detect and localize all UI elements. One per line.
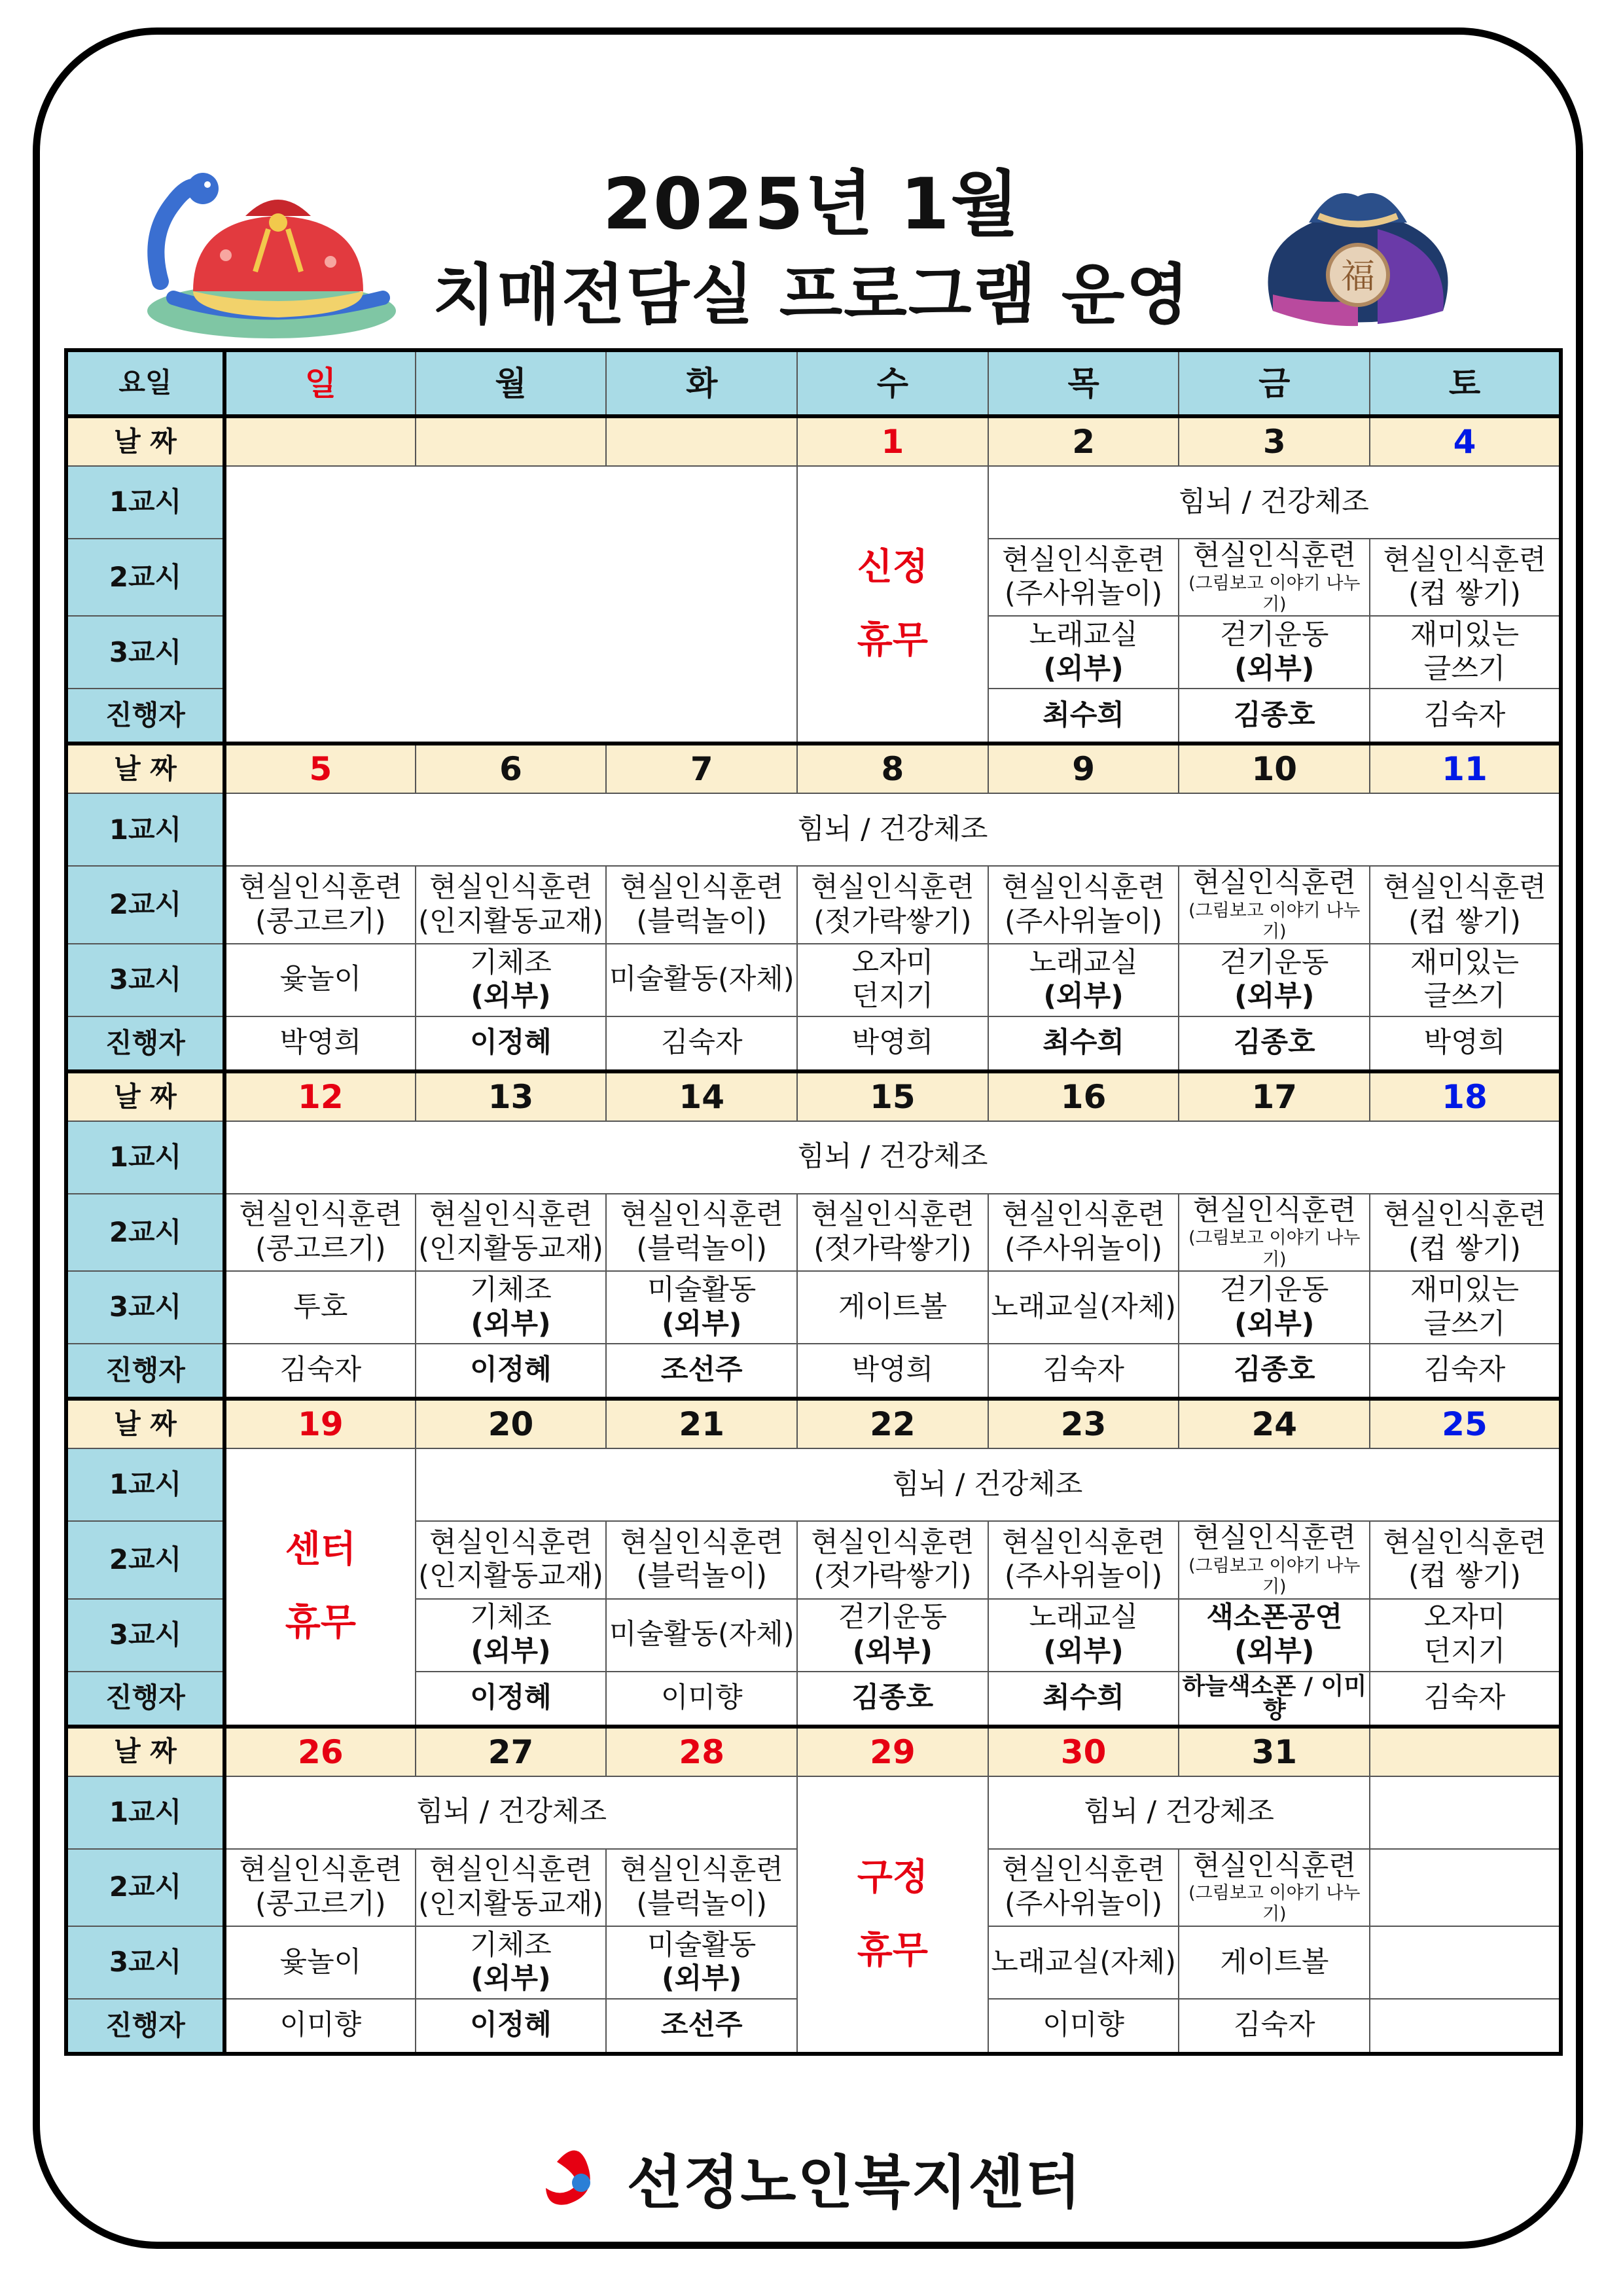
- program-title: 현실인식훈련: [1192, 867, 1356, 900]
- date-cell: 1: [797, 416, 988, 466]
- leader-name: 김종호: [1179, 1344, 1370, 1399]
- program-line: 글쓰기: [1423, 980, 1506, 1013]
- date-cell: 4: [1370, 416, 1561, 466]
- period2-program: [797, 1194, 988, 1271]
- period3-program: [606, 944, 797, 1016]
- period3-label: 3교시: [66, 944, 224, 1016]
- program-line: 걷기운동: [838, 1601, 947, 1634]
- leader-name: 이정혜: [416, 1344, 607, 1399]
- date-cell: 14: [606, 1071, 797, 1121]
- holiday-status: 휴무: [285, 1602, 356, 1645]
- date-cell: [224, 416, 416, 466]
- program-title: 현실인식훈련: [620, 1526, 783, 1559]
- program-line: (외부): [662, 1962, 742, 1996]
- leader-name: 조선주: [606, 1999, 797, 2054]
- program-detail: (인지활동교재): [418, 1887, 603, 1920]
- program-line: (외부): [471, 1962, 551, 1996]
- leader-name: 이미향: [224, 1999, 416, 2054]
- program-line: 게이트볼: [838, 1290, 947, 1323]
- holiday-name: 구정: [857, 1856, 928, 1899]
- period3-program: [416, 1599, 607, 1672]
- program-title: 현실인식훈련: [1383, 543, 1546, 577]
- period2-program: [988, 1194, 1179, 1271]
- leader-name: 이정혜: [416, 1999, 607, 2054]
- program-line: 투호: [293, 1290, 348, 1323]
- program-line: 미술활동: [647, 1274, 757, 1307]
- period2-program: [988, 539, 1179, 616]
- program-title: 현실인식훈련: [239, 1198, 402, 1232]
- program-line: 색소폰공연: [1206, 1601, 1343, 1634]
- period2-label: 2교시: [66, 1521, 224, 1598]
- leader-name: 이정혜: [416, 1016, 607, 1071]
- period2-program: [988, 866, 1179, 943]
- holiday-name: 신정: [857, 546, 928, 589]
- program-title: 현실인식훈련: [620, 1198, 783, 1232]
- date-cell: 27: [416, 1727, 607, 1776]
- program-title: 현실인식훈련: [1001, 870, 1166, 904]
- date-row-label: 날 짜: [66, 1727, 224, 1776]
- program-detail: (콩고르기): [255, 905, 386, 938]
- period3-program: [1179, 1599, 1370, 1672]
- program-line: 재미있는: [1410, 619, 1520, 652]
- period3-program: [606, 1271, 797, 1344]
- leader-name: 박영희: [224, 1016, 416, 1071]
- period3-program: [797, 1599, 988, 1672]
- period1-label: 1교시: [66, 466, 224, 539]
- week2-period3-row: [66, 944, 1561, 1016]
- period3-program: [224, 1271, 416, 1344]
- week3-period1-row: [66, 1121, 1561, 1194]
- date-cell: 20: [416, 1399, 607, 1448]
- period3-program: [416, 1926, 607, 1999]
- program-detail: (주사위놀이): [1004, 1887, 1163, 1920]
- date-cell: 29: [797, 1727, 988, 1776]
- period3-program: [416, 1271, 607, 1344]
- program-detail: (컵 쌓기): [1408, 1560, 1521, 1593]
- page-title: 2025년 1월: [603, 164, 1020, 245]
- program-detail: (블럭놀이): [636, 1232, 768, 1265]
- date-cell: 16: [988, 1071, 1179, 1121]
- program-detail: (주사위놀이): [1004, 1560, 1163, 1593]
- period2-label: 2교시: [66, 1849, 224, 1926]
- leader-name: 조선주: [606, 1344, 797, 1399]
- center-logo-icon: [541, 2142, 613, 2214]
- program-title: 현실인식훈련: [620, 870, 783, 904]
- program-line: (외부): [1234, 1635, 1315, 1668]
- program-line: 오자미: [1423, 1601, 1506, 1634]
- leader-label: 진행자: [66, 1672, 224, 1727]
- date-cell: 23: [988, 1399, 1179, 1448]
- program-line: 미술활동: [647, 1928, 757, 1962]
- period2-label: 2교시: [66, 866, 224, 943]
- program-detail: (주사위놀이): [1004, 905, 1163, 938]
- week3-period3-row: [66, 1271, 1561, 1344]
- date-cell: 6: [416, 744, 607, 793]
- holiday-cell: [224, 1448, 416, 1726]
- holiday-status: 휴무: [857, 1929, 928, 1972]
- period3-program: [1370, 616, 1561, 689]
- leader-name: 김종호: [1179, 689, 1370, 744]
- period1-label: 1교시: [66, 793, 224, 866]
- period3-program: [797, 944, 988, 1016]
- period3-label: 3교시: [66, 1926, 224, 1999]
- program-line: 미술활동(자체): [609, 1618, 794, 1651]
- leader-label: 진행자: [66, 1999, 224, 2054]
- holiday-cell: [797, 466, 988, 744]
- program-title: 현실인식훈련: [1383, 1526, 1546, 1559]
- program-detail: (인지활동교재): [418, 1560, 603, 1593]
- date-row-label: 날 짜: [66, 1071, 224, 1121]
- program-line: 던지기: [851, 980, 934, 1013]
- date-row-label: 날 짜: [66, 416, 224, 466]
- program-title: 현실인식훈련: [239, 870, 402, 904]
- program-detail: (블럭놀이): [636, 905, 768, 938]
- program-title: 현실인식훈련: [811, 1526, 974, 1559]
- period3-program: [224, 944, 416, 1016]
- program-line: 던지기: [1423, 1635, 1506, 1668]
- date-cell: 28: [606, 1727, 797, 1776]
- period3-program: [988, 944, 1179, 1016]
- program-line: 글쓰기: [1423, 652, 1506, 685]
- date-cell: 24: [1179, 1399, 1370, 1448]
- period1-program: 힘뇌 / 건강체조: [224, 793, 1561, 866]
- program-detail: (인지활동교재): [418, 905, 603, 938]
- period2-program: [1370, 539, 1561, 616]
- program-detail: (컵 쌓기): [1408, 1232, 1521, 1265]
- page-subtitle: 치매전담실 프로그램 운영: [432, 257, 1191, 333]
- program-line: 걷기운동: [1220, 619, 1329, 652]
- empty-cell: [1370, 1999, 1561, 2054]
- program-line: 미술활동(자체): [609, 963, 794, 996]
- program-title: 현실인식훈련: [429, 1198, 593, 1232]
- leader-name: 김숙자: [1370, 1344, 1561, 1399]
- period2-program: [1179, 866, 1370, 943]
- period1-label: 1교시: [66, 1448, 224, 1521]
- program-line: (외부): [1043, 980, 1124, 1013]
- date-cell: 13: [416, 1071, 607, 1121]
- date-cell: 8: [797, 744, 988, 793]
- date-cell: 21: [606, 1399, 797, 1448]
- leader-name: 최수희: [988, 689, 1179, 744]
- program-line: (외부): [1043, 1635, 1124, 1668]
- program-detail: (그림보고 이야기 나누기): [1188, 1228, 1361, 1270]
- period3-program: [1179, 944, 1370, 1016]
- date-cell: 7: [606, 744, 797, 793]
- date-cell: 12: [224, 1071, 416, 1121]
- week3-date-row: [66, 1071, 1561, 1121]
- leader-name: 하늘색소폰 / 이미향: [1179, 1672, 1370, 1727]
- week2-date-row: [66, 744, 1561, 793]
- week2-leader-row: [66, 1016, 1561, 1071]
- program-line: (외부): [1234, 652, 1315, 685]
- program-line: 기체조: [470, 1274, 552, 1307]
- weekday-tue: 화: [606, 350, 797, 416]
- period2-program: [606, 1194, 797, 1271]
- program-line: 재미있는: [1410, 946, 1520, 979]
- program-title: 현실인식훈련: [1192, 1194, 1356, 1227]
- week2-period1-row: [66, 793, 1561, 866]
- leader-name: 이미향: [988, 1999, 1179, 2054]
- period2-program: [606, 1849, 797, 1926]
- period2-program: [1179, 539, 1370, 616]
- date-row-label: 날 짜: [66, 1399, 224, 1448]
- period3-program: [988, 1599, 1179, 1672]
- program-detail: (주사위놀이): [1004, 1232, 1163, 1265]
- footer: [0, 2137, 1623, 2219]
- program-line: 게이트볼: [1220, 1945, 1329, 1979]
- leader-name: 김숙자: [1370, 689, 1561, 744]
- program-title: 현실인식훈련: [1383, 870, 1546, 904]
- program-title: 현실인식훈련: [811, 1198, 974, 1232]
- weekday-corner-label: 요일: [66, 350, 224, 416]
- period3-program: [1370, 1271, 1561, 1344]
- program-detail: (블럭놀이): [636, 1887, 768, 1920]
- program-line: 노래교실: [1029, 1601, 1138, 1634]
- program-detail: (그림보고 이야기 나누기): [1188, 1883, 1361, 1925]
- leader-name: 최수희: [988, 1672, 1179, 1727]
- date-cell: [416, 416, 607, 466]
- period3-label: 3교시: [66, 616, 224, 689]
- leader-name: 이미향: [606, 1672, 797, 1727]
- date-cell: [606, 416, 797, 466]
- program-detail: (그림보고 이야기 나누기): [1188, 900, 1361, 942]
- program-calendar-table: [64, 348, 1563, 2056]
- date-cell: [1370, 1727, 1561, 1776]
- week4-date-row: [66, 1399, 1561, 1448]
- period2-program: [416, 1194, 607, 1271]
- program-title: 현실인식훈련: [1001, 1198, 1166, 1232]
- period1-program: 힘뇌 / 건강체조: [224, 1776, 797, 1849]
- period3-program: [416, 944, 607, 1016]
- week4-period1-row: [66, 1448, 1561, 1521]
- date-row-label: 날 짜: [66, 744, 224, 793]
- period2-label: 2교시: [66, 1194, 224, 1271]
- weekday-header-row: [66, 350, 1561, 416]
- weekday-fri: 금: [1179, 350, 1370, 416]
- program-detail: (인지활동교재): [418, 1232, 603, 1265]
- program-title: 현실인식훈련: [1192, 539, 1356, 572]
- leader-name: 김종호: [1179, 1016, 1370, 1071]
- leader-name: 최수희: [988, 1016, 1179, 1071]
- period2-program: [988, 1849, 1179, 1926]
- leader-name: 이정혜: [416, 1672, 607, 1727]
- program-title: 현실인식훈련: [1192, 1522, 1356, 1555]
- period2-program: [416, 1521, 607, 1598]
- period2-program: [1370, 866, 1561, 943]
- program-detail: (젓가락쌓기): [813, 1560, 972, 1593]
- program-line: 걷기운동: [1220, 946, 1329, 979]
- program-detail: (컵 쌓기): [1408, 905, 1521, 938]
- week5-period1-row: [66, 1776, 1561, 1849]
- period3-program: [1179, 616, 1370, 689]
- period3-program: [606, 1599, 797, 1672]
- date-cell: 2: [988, 416, 1179, 466]
- empty-cell: [1370, 1926, 1561, 1999]
- period1-label: 1교시: [66, 1121, 224, 1194]
- leader-name: 김숙자: [1370, 1672, 1561, 1727]
- center-name: 선정노인복지센터: [626, 2149, 1082, 2216]
- program-line: 재미있는: [1410, 1274, 1520, 1307]
- period2-program: [606, 866, 797, 943]
- period3-program: [988, 1926, 1179, 1999]
- weekday-sun: 일: [224, 350, 416, 416]
- date-cell: 15: [797, 1071, 988, 1121]
- program-detail: (주사위놀이): [1004, 577, 1163, 611]
- program-line: (외부): [662, 1307, 742, 1340]
- program-detail: (젓가락쌓기): [813, 1232, 972, 1265]
- program-title: 현실인식훈련: [429, 870, 593, 904]
- period3-program: [606, 1926, 797, 1999]
- date-cell: 3: [1179, 416, 1370, 466]
- program-title: 현실인식훈련: [811, 870, 974, 904]
- program-title: 현실인식훈련: [429, 1526, 593, 1559]
- weekday-thu: 목: [988, 350, 1179, 416]
- program-detail: (젓가락쌓기): [813, 905, 972, 938]
- leader-name: 박영희: [1370, 1016, 1561, 1071]
- date-cell: 10: [1179, 744, 1370, 793]
- svg-text:福: 福: [1340, 257, 1376, 296]
- period2-program: [1370, 1521, 1561, 1598]
- period1-program: 힘뇌 / 건강체조: [224, 1121, 1561, 1194]
- leader-name: 김숙자: [988, 1344, 1179, 1399]
- period2-program: [1179, 1194, 1370, 1271]
- program-line: (외부): [471, 1307, 551, 1340]
- leader-label: 진행자: [66, 689, 224, 744]
- period3-program: [988, 1271, 1179, 1344]
- program-title: 현실인식훈련: [620, 1854, 783, 1887]
- period2-label: 2교시: [66, 539, 224, 616]
- weekday-sat: 토: [1370, 350, 1561, 416]
- period3-program: [224, 1926, 416, 1999]
- leader-name: 김숙자: [224, 1344, 416, 1399]
- leader-name: 김숙자: [1179, 1999, 1370, 2054]
- holiday-status: 휴무: [857, 619, 928, 662]
- period3-program: [1370, 1599, 1561, 1672]
- period2-program: [224, 1849, 416, 1926]
- week3-leader-row: [66, 1344, 1561, 1399]
- period2-program: [1179, 1849, 1370, 1926]
- week3-period2-row: [66, 1194, 1561, 1271]
- date-cell: 5: [224, 744, 416, 793]
- date-cell: 22: [797, 1399, 988, 1448]
- program-line: 윷놀이: [279, 1945, 362, 1979]
- week1-date-row: [66, 416, 1561, 466]
- empty-cell: [224, 466, 797, 744]
- program-title: 현실인식훈련: [1383, 1198, 1546, 1232]
- leader-name: 김종호: [797, 1672, 988, 1727]
- period2-program: [224, 866, 416, 943]
- weekday-mon: 월: [416, 350, 607, 416]
- program-line: 노래교실(자체): [991, 1945, 1176, 1979]
- program-line: (외부): [1234, 1307, 1315, 1340]
- program-title: 현실인식훈련: [1001, 1526, 1166, 1559]
- program-title: 현실인식훈련: [239, 1854, 402, 1887]
- period2-program: [606, 1521, 797, 1598]
- period1-program: 힘뇌 / 건강체조: [416, 1448, 1561, 1521]
- program-detail: (그림보고 이야기 나누기): [1188, 1555, 1361, 1598]
- period1-program: 힘뇌 / 건강체조: [988, 466, 1561, 539]
- period2-program: [416, 1849, 607, 1926]
- program-line: (외부): [471, 1635, 551, 1668]
- holiday-name: 센터: [285, 1528, 356, 1571]
- program-line: 걷기운동: [1220, 1274, 1329, 1307]
- program-title: 현실인식훈련: [429, 1854, 593, 1887]
- program-title: 현실인식훈련: [1001, 1854, 1166, 1887]
- period2-program: [416, 866, 607, 943]
- period1-program: 힘뇌 / 건강체조: [988, 1776, 1370, 1849]
- program-line: (외부): [471, 980, 551, 1013]
- program-line: 노래교실: [1029, 619, 1138, 652]
- leader-name: 김숙자: [606, 1016, 797, 1071]
- program-line: 오자미: [851, 946, 934, 979]
- period3-program: [1370, 944, 1561, 1016]
- week1-period1-row: [66, 466, 1561, 539]
- program-detail: (콩고르기): [255, 1232, 386, 1265]
- program-detail: (콩고르기): [255, 1887, 386, 1920]
- program-detail: (컵 쌓기): [1408, 577, 1521, 611]
- leader-label: 진행자: [66, 1344, 224, 1399]
- period2-program: [797, 866, 988, 943]
- empty-cell: [1370, 1776, 1561, 1849]
- program-line: 노래교실: [1029, 946, 1138, 979]
- program-line: 기체조: [470, 1928, 552, 1962]
- date-cell: 18: [1370, 1071, 1561, 1121]
- date-cell: 19: [224, 1399, 416, 1448]
- date-cell: 9: [988, 744, 1179, 793]
- period2-program: [988, 1521, 1179, 1598]
- period2-program: [797, 1521, 988, 1598]
- weekday-wed: 수: [797, 350, 988, 416]
- program-line: 기체조: [470, 1601, 552, 1634]
- period3-program: [1179, 1271, 1370, 1344]
- date-cell: 11: [1370, 744, 1561, 793]
- empty-cell: [1370, 1849, 1561, 1926]
- period2-program: [224, 1194, 416, 1271]
- period3-label: 3교시: [66, 1271, 224, 1344]
- program-line: (외부): [852, 1635, 933, 1668]
- period3-program: [1179, 1926, 1370, 1999]
- leader-name: 박영희: [797, 1344, 988, 1399]
- program-line: 윷놀이: [279, 963, 362, 996]
- program-title: 현실인식훈련: [1192, 1849, 1356, 1882]
- program-line: (외부): [1234, 980, 1315, 1013]
- program-line: 글쓰기: [1423, 1307, 1506, 1340]
- week5-date-row: [66, 1727, 1561, 1776]
- program-detail: (그림보고 이야기 나누기): [1188, 573, 1361, 615]
- holiday-cell: [797, 1776, 988, 2054]
- program-title: 현실인식훈련: [1001, 543, 1166, 577]
- date-cell: 26: [224, 1727, 416, 1776]
- week2-period2-row: [66, 866, 1561, 943]
- program-detail: (블럭놀이): [636, 1560, 768, 1593]
- program-line: (외부): [1043, 652, 1124, 685]
- period2-program: [1370, 1194, 1561, 1271]
- leader-name: 박영희: [797, 1016, 988, 1071]
- period3-program: [797, 1271, 988, 1344]
- period2-program: [1179, 1521, 1370, 1598]
- date-cell: 30: [988, 1727, 1179, 1776]
- date-cell: 17: [1179, 1071, 1370, 1121]
- date-cell: 25: [1370, 1399, 1561, 1448]
- leader-label: 진행자: [66, 1016, 224, 1071]
- program-line: 노래교실(자체): [991, 1290, 1176, 1323]
- program-line: 기체조: [470, 946, 552, 979]
- period3-label: 3교시: [66, 1599, 224, 1672]
- period1-label: 1교시: [66, 1776, 224, 1849]
- period3-program: [988, 616, 1179, 689]
- date-cell: 31: [1179, 1727, 1370, 1776]
